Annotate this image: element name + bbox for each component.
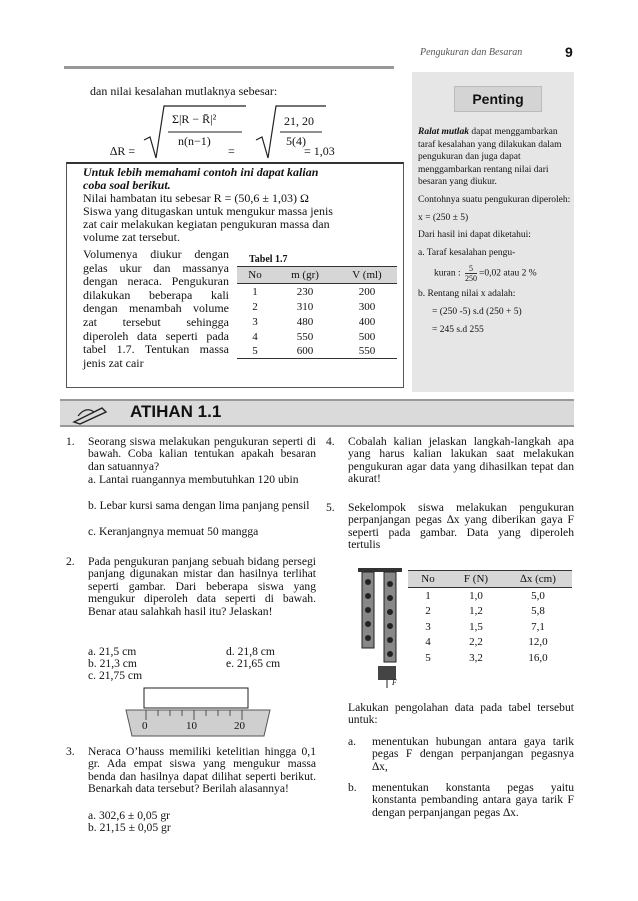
kuran-label: kuran : [434,269,461,280]
table-caption: Tabel 1.7 [249,254,288,265]
cell: 2,2 [469,636,483,649]
cell: 12,0 [528,636,548,649]
col-force: F (N) [463,573,489,585]
cell: 1 [425,589,431,602]
cell: 5 [425,651,431,664]
spring-figure [356,566,406,692]
q5-followup: Lakukan pengolahan data pada tabel tersebut untuk: [348,701,574,727]
q2-option-d: d. 21,8 cm [226,645,275,658]
penting-item-b-1: = (250 -5) s.d (250 + 5) [432,306,522,317]
latihan-title: ATIHAN 1.1 [130,402,222,421]
radical-signs [104,104,414,164]
pencil-icon [72,402,112,431]
cell: 400 [358,315,376,328]
fraction-result: =0,02 atau 2 % [479,269,537,280]
formula-block [104,104,414,162]
cell: 5,0 [531,589,545,602]
cell: 230 [296,285,314,298]
table-row [237,329,397,344]
running-header: Pengukuran dan Besaran [420,47,523,58]
penting-item-b-2: = 245 s.d 255 [432,324,484,335]
table-row [408,619,572,635]
cell: 5 [252,345,258,357]
q5-b-marker: b. [348,781,357,794]
penting-definition: dapat menggambarkan taraf kesalahan yang dilakukan dalam pengukuran dan juga dapat menggambarkan rentang nilai dari besaran yang diukur. [418,127,562,188]
col-mass: m (gr) [291,269,319,281]
q2-option-c: c. 21,75 cm [88,669,143,682]
q2-option-e: e. 21,65 cm [226,657,281,670]
col-volume: V (ml) [352,269,382,281]
example-lead-1: Untuk lebih memahami contoh ini dapat kalian [83,165,319,179]
formula-result: = 1,03 [304,144,335,158]
penting-paragraph-2: Contohnya suatu pengukuran diperoleh: [418,194,571,205]
cell: 1,0 [469,589,483,602]
question-text: Pada pengukuran panjang sebuah bidang persegi panjang digunakan mistar dan hasilnya terlihat seperti gambar. Dari beberapa siswa yang mengukur diperoleh data seperti di bawah. Benar atau salahkah hasil itu? Jelaskan! [88,555,316,618]
penting-term: Ralat mutlak [418,127,469,137]
question-text: Cobalah kalian jelaskan langkah-langkah apa yang harus kalian lakukan saat melakukan pengukuran agar data yang dihasilkan tepat dan akurat! [348,435,574,486]
table-header [408,570,572,588]
question-text: Sekelompok siswa melakukan pengukuran perpanjangan pegas ∆x yang diberikan gaya F seperti pada gambar. Data yang diperoleh tertulis [348,501,574,552]
question-text: Neraca O’hauss memiliki ketelitian hingga 0,1 gr. Ada empat siswa yang mengukur massa benda dan hasilnya dapat dilihat seperti berikut. Benarkah data tersebut? Berilah alasannya! [88,745,316,796]
table-row [237,299,397,314]
q5-option-b: menentukan konstanta pegas yaitu konstanta pembanding antara gaya tarik F dengan perpanjangan pegas ∆x. [372,781,574,819]
question-text: Seorang siswa melakukan pengukuran seperti di bawah. Coba kalian tentukan apakah besaran dan satuannya? [88,435,316,473]
table-header [237,266,397,284]
q5-a-marker: a. [348,735,357,748]
formula-den-value: 5(4) [286,134,306,148]
cell: 3,2 [469,651,483,664]
cell: 7,1 [531,620,545,633]
col-extension: ∆x (cm) [520,573,556,585]
question-number: 5. [326,501,335,514]
cell: 200 [358,285,376,298]
cell: 4 [425,636,431,649]
example-line-5: zat cair melakukan kegiatan pengukuran massa dan [83,217,330,231]
fraction-den: 250 [465,274,478,284]
example-wrap-text: Volumenya diukur dengan gelas ukur dan massanya dengan neraca. Pengukuran dilakukan beberapa kali dengan menambah volume zat tersebut sehingga diperoleh data seperti pada tabel 1.7. Tentukan massa jenis zat cair [83,247,229,370]
force-label: F [392,678,397,687]
ruler-tick-0: 0 [142,720,148,732]
question-number: 2. [66,555,75,568]
cell: 1,2 [469,605,483,618]
q1-option-a: a. Lantai ruangannya membutuhkan 120 ubin [88,473,299,486]
col-no: No [421,573,435,585]
table-row [237,344,397,359]
question-number: 1. [66,435,75,448]
q2-option-a: a. 21,5 cm [88,645,137,658]
formula-denominator: n(n−1) [178,134,211,148]
cell: 2 [425,605,431,618]
fraction [465,264,477,283]
ruler-tick-10: 10 [186,720,197,732]
cell: 1,5 [469,620,483,633]
example-text [83,166,401,244]
cell: 1 [252,285,258,298]
cell: 5,8 [531,605,545,618]
spring-table [408,570,572,666]
cell: 600 [296,345,314,357]
penting-sidebar [412,72,574,392]
penting-title: Penting [454,86,542,112]
cell: 2 [252,300,258,313]
ruler-drawing [124,686,274,742]
penting-paragraph-4: Dari hasil ini dapat diketahui: [418,230,531,241]
example-lead-2: coba soal berikut. [83,178,171,192]
penting-item-a: a. Taraf kesalahan pengu- [418,247,516,258]
cell: 480 [296,315,314,328]
table-row [408,604,572,620]
cell: 550 [358,345,376,357]
q1-option-b: b. Lebar kursi sama dengan lima panjang pensil [88,499,310,512]
spring-drawing [356,566,406,692]
cell: 310 [296,300,314,313]
cell: 4 [252,330,258,343]
cell: 550 [296,330,314,343]
table-row [408,650,572,666]
ruler-figure [124,686,274,742]
penting-paragraph-3: x = (250 ± 5) [418,212,469,223]
formula-sum: Σ|R − R̄|² [172,112,217,126]
q3-option-a: a. 302,6 ± 0,05 gr [88,809,171,822]
penting-item-a-calc [418,264,572,283]
example-line-6: volume zat tersebut. [83,230,180,244]
intro-text: dan nilai kesalahan mutlaknya sebesar: [90,84,278,98]
cell: 300 [358,300,376,313]
table-1-7 [237,266,397,359]
penting-paragraph-1 [418,126,572,189]
formula-equals: = [228,144,235,158]
question-number: 3. [66,745,75,758]
cell: 16,0 [528,651,548,664]
q2-option-b: b. 21,3 cm [88,657,137,670]
example-line-4: Siswa yang ditugaskan untuk mengukur massa jenis [83,204,333,218]
page-number: 9 [565,44,573,60]
table-row [237,284,397,299]
example-box [66,162,404,388]
ruler-tick-20: 20 [234,720,245,732]
question-number: 4. [326,435,335,448]
cell: 500 [358,330,376,343]
col-no: No [248,269,262,281]
penting-text [418,126,572,341]
table-row [237,314,397,329]
q1-option-c: c. Keranjangnya memuat 50 mangga [88,525,259,538]
table-row [408,588,572,604]
penting-item-b: b. Rentang nilai x adalah: [418,289,516,300]
q3-option-b: b. 21,15 ± 0,05 gr [88,821,171,834]
header-rule [64,66,394,69]
example-line-3: Nilai hambatan itu sebesar R = (50,6 ± 1,03) Ω [83,191,309,205]
cell: 3 [425,620,431,633]
table-row [408,635,572,651]
cell: 3 [252,315,258,328]
q5-option-a: menentukan hubungan antara gaya tarik pegas F dengan perpanjangan pegasnya ∆x, [372,735,574,773]
formula-lhs: ∆R = [110,144,136,158]
fraction-num: 5 [465,264,477,274]
formula-num-value: 21, 20 [284,114,314,128]
